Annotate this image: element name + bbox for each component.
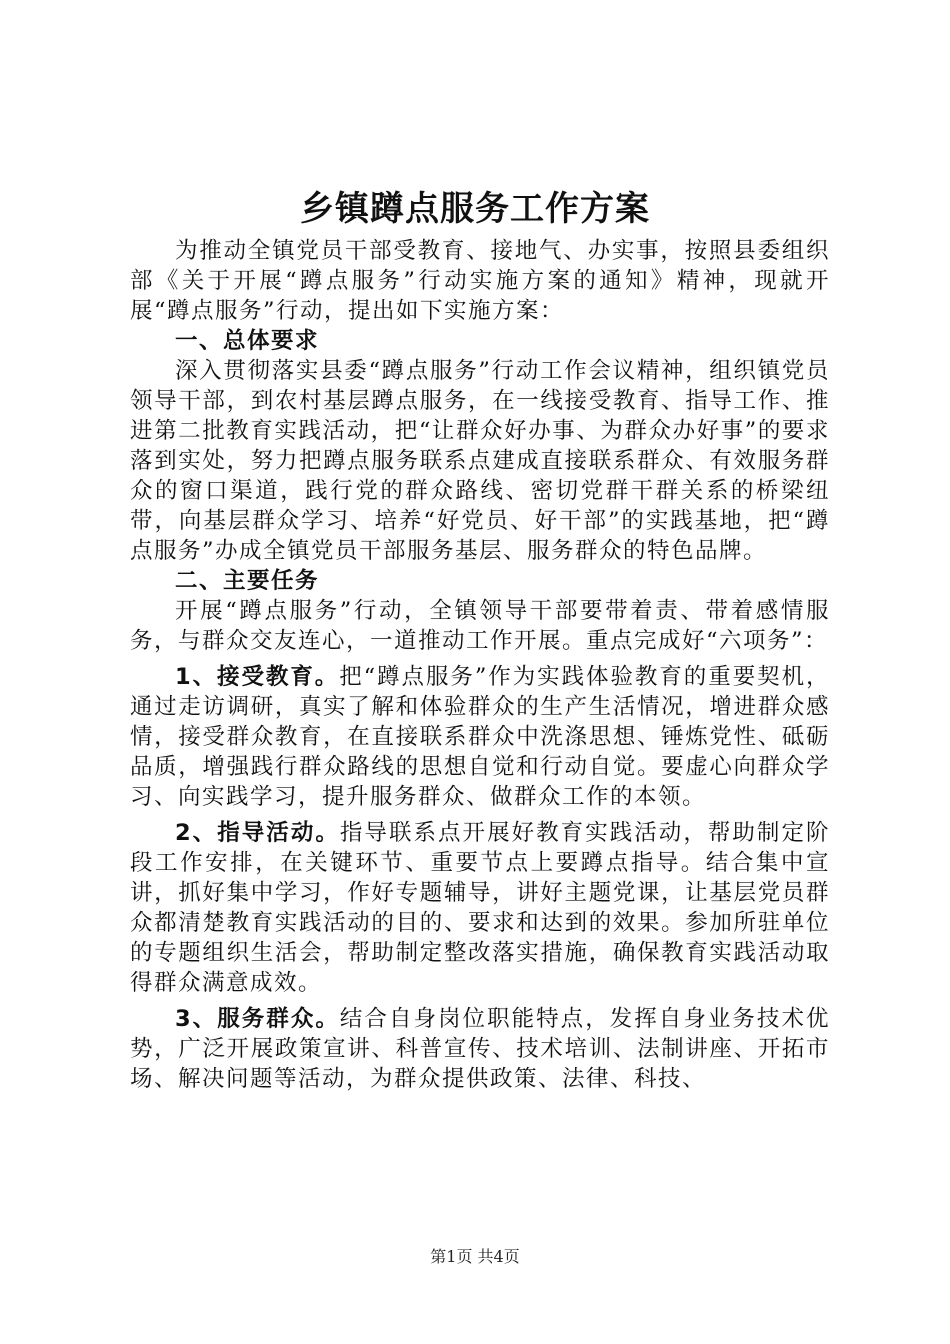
section-heading-main-tasks: 二、主要任务 bbox=[175, 568, 320, 594]
section-heading-general-requirements: 一、总体要求 bbox=[175, 328, 320, 354]
task-item-lead: 1、接受教育。 bbox=[175, 664, 340, 690]
task-item-serve-masses bbox=[130, 1004, 830, 1094]
page-number-footer: 第1页 共4页 bbox=[430, 1247, 520, 1266]
task-item-lead: 3、服务群众。 bbox=[175, 1006, 340, 1032]
document-title: 乡镇蹲点服务工作方案 bbox=[300, 189, 650, 229]
main-tasks-paragraph: 开展“蹲点服务”行动，全镇领导干部要带着责、带着感情服务，与群众交友连心，一道推动工作开展。重点完成好“六项务”： bbox=[130, 598, 830, 654]
task-item-text: 结合自身岗位职能特点，发挥自身业务技术优势，广泛开展政策宣讲、科普宣传、技术培训、法制讲座、开拓市场、解决问题等活动，为群众提供政策、法律、科技、 bbox=[130, 1006, 830, 1092]
intro-paragraph: 为推动全镇党员干部受教育、接地气、办实事，按照县委组织部《关于开展“蹲点服务”行动实施方案的通知》精神，现就开展“蹲点服务”行动，提出如下实施方案： bbox=[130, 238, 830, 324]
task-item-guide-activities bbox=[130, 818, 830, 998]
task-item-accept-education bbox=[130, 662, 830, 812]
document-body bbox=[130, 236, 830, 1094]
task-item-lead: 2、指导活动。 bbox=[175, 820, 340, 846]
task-item-text: 指导联系点开展好教育实践活动，帮助制定阶段工作安排，在关键环节、重要节点上要蹲点指导。结合集中宣讲，抓好集中学习，作好专题辅导，讲好主题党课，让基层党员群众都清楚教育实践活动的目的、要求和达到的效果。参加所驻单位的专题组织生活会，帮助制定整改落实措施，确保教育实践活动取得群众满意成效。 bbox=[130, 820, 830, 996]
general-requirements-paragraph: 深入贯彻落实县委“蹲点服务”行动工作会议精神，组织镇党员领导干部，到农村基层蹲点服务，在一线接受教育、指导工作、推进第二批教育实践活动，把“让群众好办事、为群众办好事”的要求落到实处，努力把蹲点服务联系点建成直接联系群众、有效服务群众的窗口渠道，践行党的群众路线、密切党群干群关系的桥梁纽带，向基层群众学习、培养“好党员、好干部”的实践基地，把“蹲点服务”办成全镇党员干部服务基层、服务群众的特色品牌。 bbox=[130, 358, 830, 564]
task-item-text: 把“蹲点服务”作为实践体验教育的重要契机，通过走访调研，真实了解和体验群众的生产生活情况，增进群众感情，接受群众教育，在直接联系群众中洗涤思想、锤炼党性、砥砺品质，增强践行群众路线的思想自觉和行动自觉。要虚心向群众学习、向实践学习，提升服务群众、做群众工作的本领。 bbox=[130, 664, 831, 810]
